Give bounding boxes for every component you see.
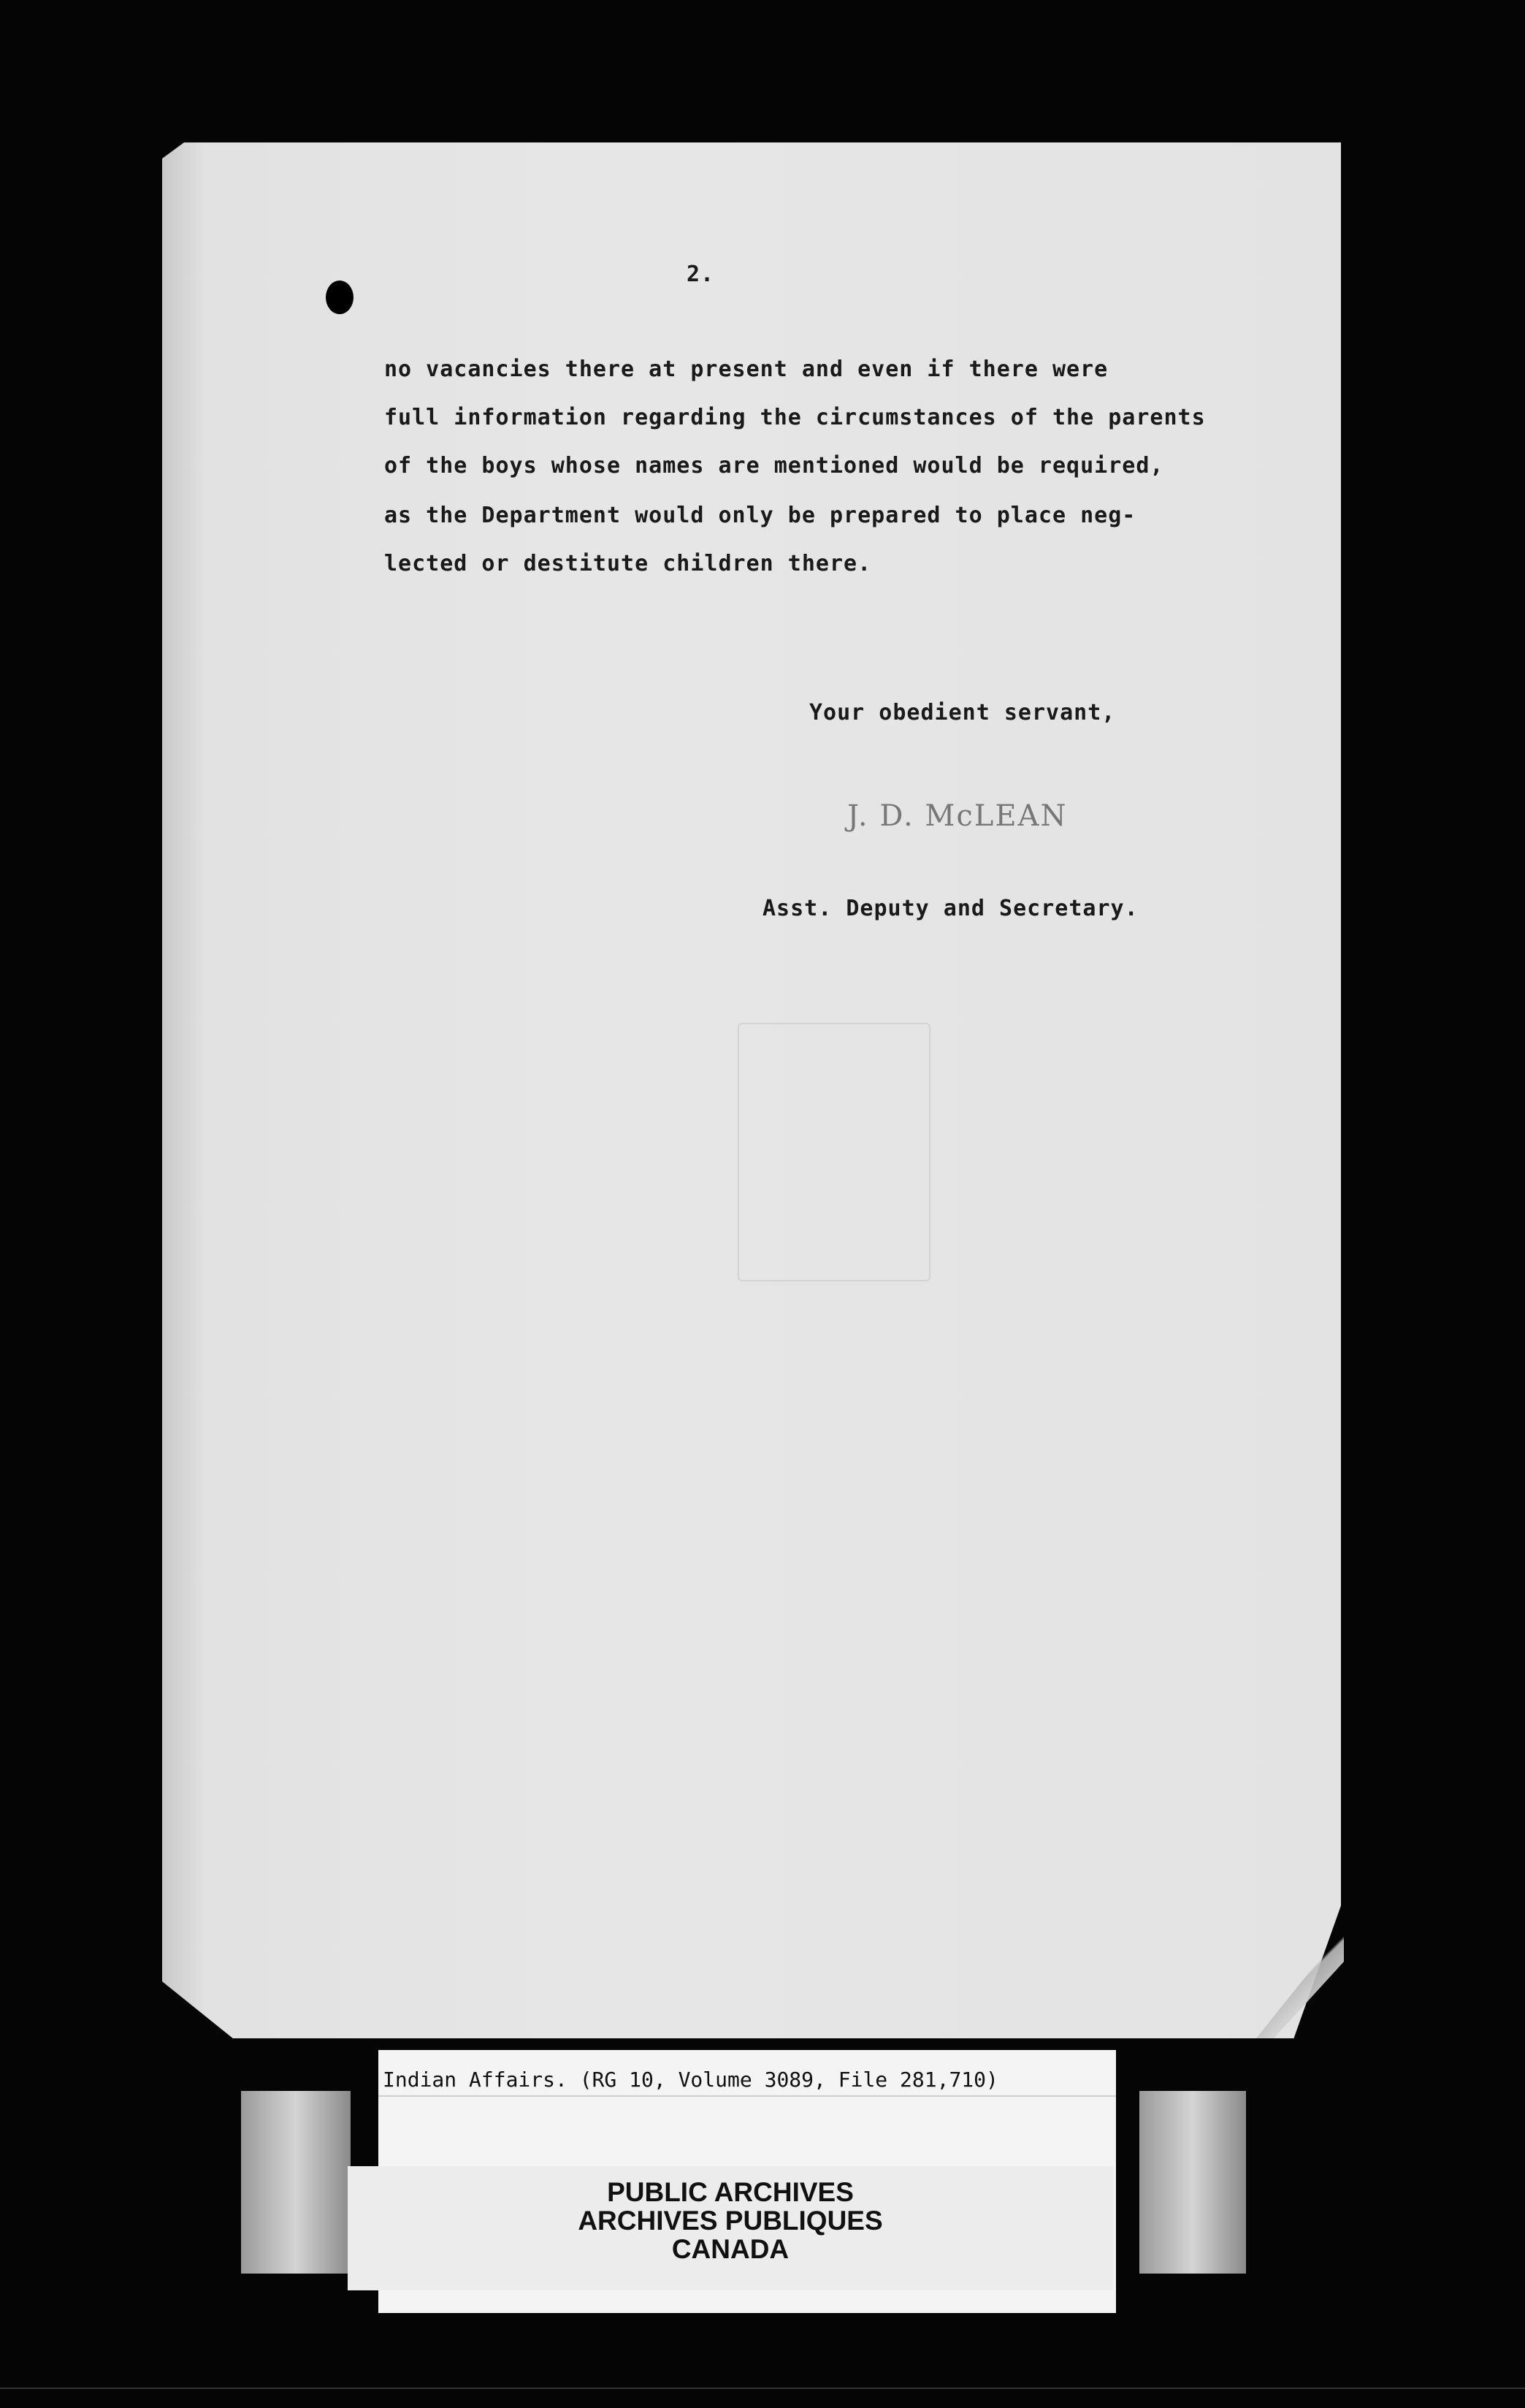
archives-stamp [348, 2166, 1113, 2290]
body-line: no vacancies there at present and even if there were [384, 357, 1109, 382]
archives-line-french: ARCHIVES PUBLIQUES [578, 2206, 883, 2236]
body-line: as the Department would only be prepared to place neg- [384, 503, 1136, 528]
archives-line-country: CANADA [671, 2234, 790, 2264]
film-edge-line [0, 2388, 1525, 2389]
body-line: lected or destitute children there. [384, 551, 872, 576]
signature-stamp: J. D. McLEAN [847, 799, 1068, 833]
closing-salutation: Your obedient servant, [809, 700, 1116, 725]
reference-strip [378, 2050, 1116, 2097]
film-tab-right [1139, 2091, 1246, 2274]
faint-stamp-mark [738, 1023, 930, 1281]
archive-reference: Indian Affairs. (RG 10, Volume 3089, File 281,710) [383, 2068, 998, 2092]
archives-line-english: PUBLIC ARCHIVES [607, 2177, 854, 2207]
film-tab-left [241, 2091, 351, 2274]
body-line: of the boys whose names are mentioned would be required, [384, 453, 1164, 479]
punch-hole [326, 281, 353, 314]
signatory-title: Asst. Deputy and Secretary. [762, 896, 1139, 921]
page-number: 2. [687, 262, 715, 287]
archives-name [348, 2178, 1113, 2263]
body-line: full information regarding the circumstances of the parents [384, 405, 1206, 430]
